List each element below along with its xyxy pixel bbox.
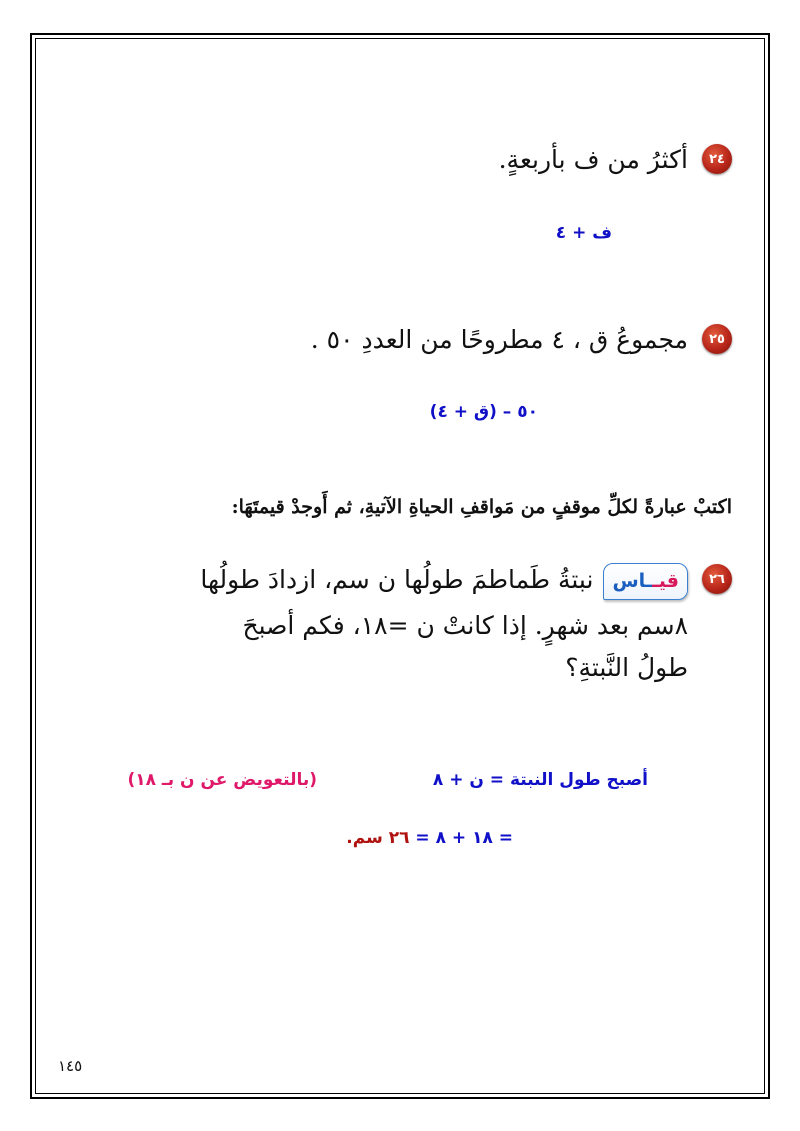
- question-text: مجموعُ ق ، ٤ مطروحًا من العددِ ٥٠ .: [310, 325, 688, 354]
- question-number-badge: ٢٥: [702, 324, 732, 354]
- question-25: [311, 320, 732, 360]
- question-text: [200, 560, 688, 688]
- question-number-badge: ٢٦: [702, 564, 732, 594]
- answer-26-line-2: = ١٨ + ٨ = ٢٦ سم.: [346, 828, 513, 848]
- answer-26-note: (بالتعويض عن ن بـ ١٨): [127, 770, 317, 790]
- question-text: أكثرُ من ف بأربعةٍ.: [498, 145, 688, 174]
- measurement-tag: قيــاس: [603, 563, 688, 599]
- question-26: [200, 560, 732, 688]
- page-number: ١٤٥: [58, 1057, 83, 1075]
- question-line-3: طولُ النَّبتةِ؟: [565, 653, 688, 682]
- question-number-badge: ٢٤: [702, 144, 732, 174]
- question-24: [499, 140, 732, 180]
- answer-24: ف + ٤: [555, 223, 612, 243]
- answer-25: ٥٠ – (ق + ٤): [429, 402, 538, 422]
- section-instruction: اكتبْ عبارةً لكلِّ موقفٍ من مَواقفِ الحياةِ الآتيةِ، ثم أَوجدْ قيمتَهَا:: [231, 496, 732, 518]
- question-line-2: ٨سم بعد شهرٍ. إذا كانتْ ن =١٨، فكم أصبحَ: [242, 611, 688, 640]
- answer-26-line-1: أصبح طول النبتة = ن + ٨: [432, 770, 648, 790]
- question-line-1: نبتةُ طَماطمَ طولُها ن سم، ازدادَ طولُها: [200, 565, 594, 594]
